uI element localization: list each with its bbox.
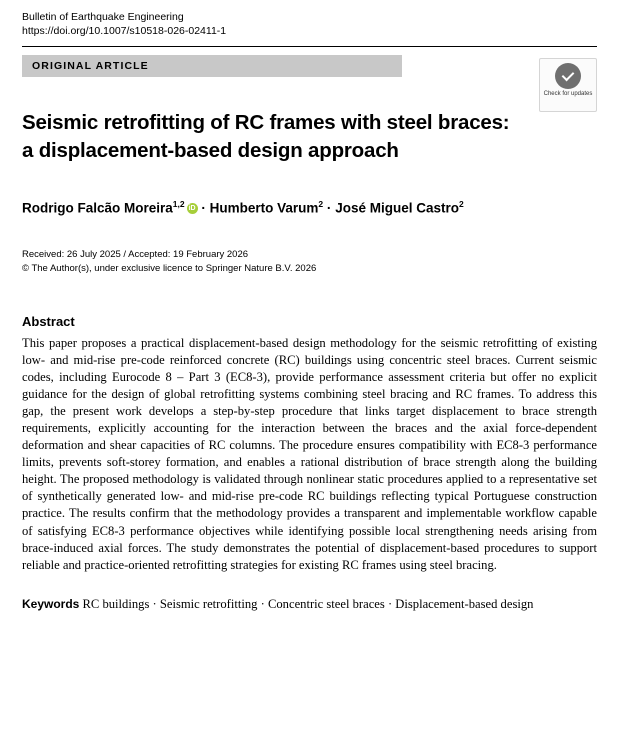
publication-history: Received: 26 July 2025 / Accepted: 19 February 2026 <box>22 248 249 260</box>
check-icon <box>555 63 581 89</box>
author-name: Rodrigo Falcão Moreira <box>22 200 173 216</box>
article-type-row <box>22 55 597 77</box>
keyword-item: Seismic retrofitting <box>159 596 258 611</box>
page-title: Seismic retrofitting of RC frames with steel braces: a displacement-based design approach <box>22 111 510 162</box>
copyright-line: © The Author(s), under exclusive licence to Springer Nature B.V. 2026 <box>22 262 317 274</box>
keywords-section <box>22 596 597 613</box>
doi-link[interactable]: https://doi.org/10.1007/s10518-026-02411-1 <box>22 25 227 37</box>
author-list <box>22 195 597 218</box>
journal-name: Bulletin of Earthquake Engineering <box>22 11 184 23</box>
author-name: Humberto Varum <box>209 200 319 216</box>
crossmark-label: Check for updates <box>543 91 593 97</box>
keyword-item: RC buildings <box>82 596 150 611</box>
author-affiliation: 2 <box>458 199 464 209</box>
crossmark-badge[interactable] <box>539 58 597 112</box>
keyword-separator: · <box>387 596 393 611</box>
keyword-item: Concentric steel braces <box>267 596 385 611</box>
keyword-separator: · <box>152 596 157 611</box>
article-type-badge: ORIGINAL ARTICLE <box>22 55 402 77</box>
keyword-separator: · <box>260 596 265 611</box>
author-affiliation: 1,2 <box>172 199 185 209</box>
author-separator: · <box>326 200 332 216</box>
abstract-body: This paper proposes a practical displacement-based design methodology for the seismic retrofitting of existing low- and mid-rise pre-code reinforced concrete (RC) buildings using concentric steel braces. Current seismic codes, including Eurocode 8 – Part 3 (EC8-3), provide performance assessment criteria but offer no explicit guidance for the design of global retrofitting systems combining steel bracing and RC frames. To address this gap, the present work develops a step-by-step procedure that links target displacement to brace strength requirements, explicitly accounting for the interaction between the braces and the axial force-dependent deformation and shear capacities of RC columns. The procedure ensures compatibility with EC8-3 performance limits, prevents soft-storey formation, and enables a rational distribution of brace strength along the building height. The proposed methodology is validated through nonlinear static procedures applied to a representative set of synthetically generated low- and mid-rise pre-code RC buildings reflecting typical Portuguese construction practice. The results confirm that the methodology provides a transparent and implementable workflow capable of satisfying EC8-3 performance objectives while identifying possible local strengthening needs arising from brace-induced axial forces. The study demonstrates the potential of displacement-based procedures to support reliable and practice-oriented retrofitting strategies for existing RC frames using steel bracing. <box>22 335 597 572</box>
abstract-heading: Abstract <box>22 313 75 329</box>
keyword-item: Displacement-based design <box>395 596 534 611</box>
orcid-icon[interactable] <box>187 203 198 214</box>
author-affiliation: 2 <box>318 199 324 209</box>
header-divider <box>22 46 597 47</box>
author-name: José Miguel Castro <box>335 200 459 216</box>
keywords-label: Keywords <box>22 596 80 611</box>
author-separator: · <box>201 200 206 216</box>
